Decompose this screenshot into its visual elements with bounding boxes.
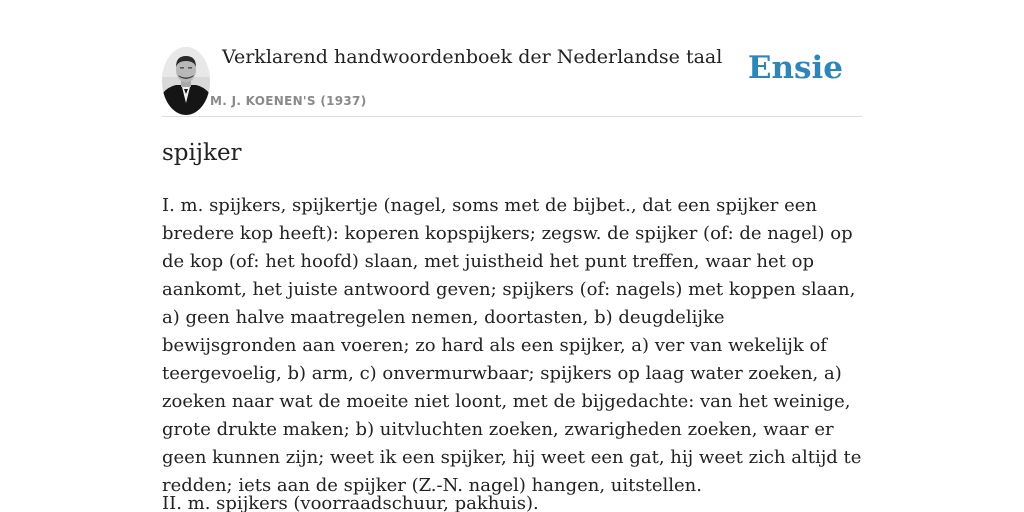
dictionary-author: M. J. KOENEN'S (1937): [210, 94, 367, 108]
dictionary-title: Verklarend handwoordenboek der Nederlandse taal: [222, 46, 723, 68]
entry-headword: spijker: [162, 140, 242, 166]
definition-2: II. m. spijkers (voorraadschuur, pakhuis).: [162, 493, 539, 512]
brand-logo[interactable]: Ensie: [747, 50, 843, 86]
dictionary-header: [162, 40, 862, 117]
portrait-photo-icon: [162, 47, 210, 115]
definition-1: I. m. spijkers, spijkertje (nagel, soms met de bijbet., dat een spijker een bredere kop heeft): koperen kopspijkers; zegsw. de spijker (of: de nagel) op de kop (of: het hoofd) slaan, met juistheid het punt treffen, waar het op aankomt, het juiste antwoord geven; spijkers (of: nagels) met koppen slaan, a) geen halve maatregelen nemen, doortasten, b) deugdelijke bewijsgronden aan voeren; zo hard als een spijker, a) ver van wekelijk of teergevoelig, b) arm, c) onvermurwbaar; spijkers op laag water zoeken, a) zoeken naar wat de moeite niet loont, met de bijgedachte: van het weinige, grote drukte maken; b) uitvluchten zoeken, zwarigheden zoeken, waar er geen kunnen zijn; weet ik een spijker, hij weet een gat, hij weet zich altijd te redden; iets aan de spijker (Z.-N. nagel) hangen, uitstellen.: [162, 195, 862, 496]
